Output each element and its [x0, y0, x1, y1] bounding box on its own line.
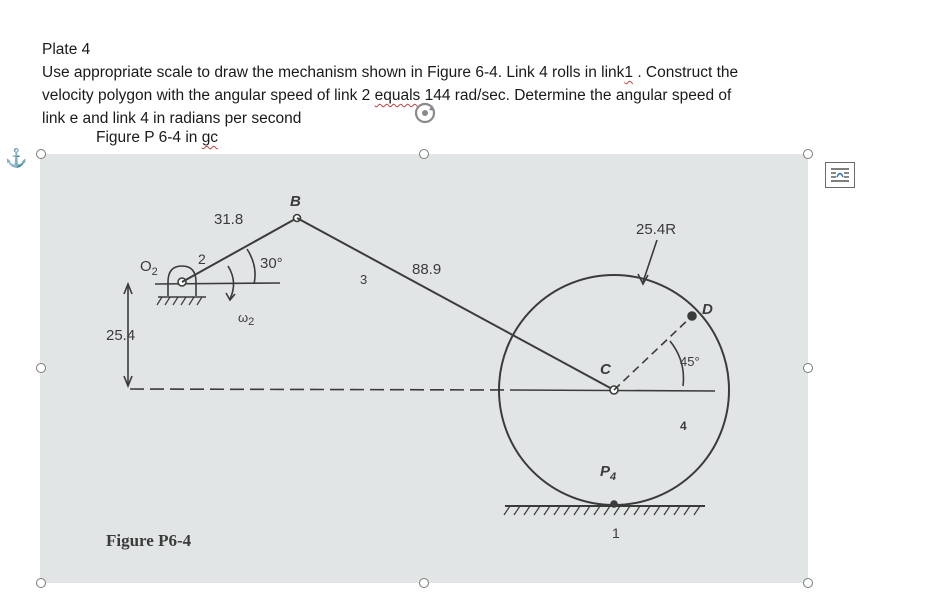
figure-reference: Figure P 6-4 in gc: [96, 129, 219, 146]
label-p4: $P_4$: [600, 463, 617, 483]
plate-heading: Plate 4: [42, 41, 91, 58]
label-link-2: 2: [198, 251, 206, 267]
resize-handle-bottom-left[interactable]: [36, 578, 46, 588]
label-31-8: 31.8: [214, 211, 244, 228]
label-30-deg: 30°: [260, 255, 283, 272]
rotate-icon[interactable]: [412, 100, 438, 126]
spell-flag-3: gc: [201, 129, 219, 146]
body-line-1: Use appropriate scale to draw the mechanism shown in Figure 6-4. Link 4 rolls in link1 . Construct the: [42, 64, 739, 81]
label-o2: $O_2$: [140, 258, 158, 278]
contact-p4: [611, 501, 617, 507]
label-d: D: [702, 301, 713, 318]
resize-handle-bottom-right[interactable]: [803, 578, 813, 588]
label-ground-1: 1: [612, 525, 620, 541]
label-omega2: $\omega_2$: [238, 310, 255, 328]
label-25-4: 25.4: [106, 327, 136, 344]
label-25-4r: 25.4R: [636, 221, 677, 238]
body-line-2: velocity polygon with the angular speed of link 2 equals 144 rad/sec. Determine the angular speed of: [42, 87, 732, 104]
figure-caption: Figure P6-4: [106, 531, 192, 550]
anchor-icon[interactable]: ⚓: [5, 148, 28, 168]
point-d: [688, 312, 696, 320]
spell-flag-1: 1: [624, 64, 634, 81]
spell-flag-2: equals: [374, 87, 421, 104]
document-text: [42, 38, 842, 130]
label-link-3: 3: [360, 272, 368, 287]
body-line-3: link e and link 4 in radians per second: [42, 110, 302, 127]
o2-baseline: [155, 283, 280, 284]
resize-handle-bottom-middle[interactable]: [419, 578, 429, 588]
label-88-9: 88.9: [412, 261, 442, 278]
resize-handle-top-middle[interactable]: [419, 149, 429, 159]
resize-handle-middle-right[interactable]: [803, 363, 813, 373]
label-45-deg: 45°: [680, 354, 700, 369]
resize-handle-top-right[interactable]: [803, 149, 813, 159]
resize-handle-top-left[interactable]: [36, 149, 46, 159]
label-link-4: 4: [680, 419, 687, 433]
layout-options-icon[interactable]: [825, 162, 855, 188]
resize-handle-middle-left[interactable]: [36, 363, 46, 373]
mechanism-figure[interactable]: [40, 154, 808, 583]
o2-pin: [178, 278, 186, 286]
label-b: B: [290, 193, 301, 210]
label-c: C: [600, 361, 611, 378]
